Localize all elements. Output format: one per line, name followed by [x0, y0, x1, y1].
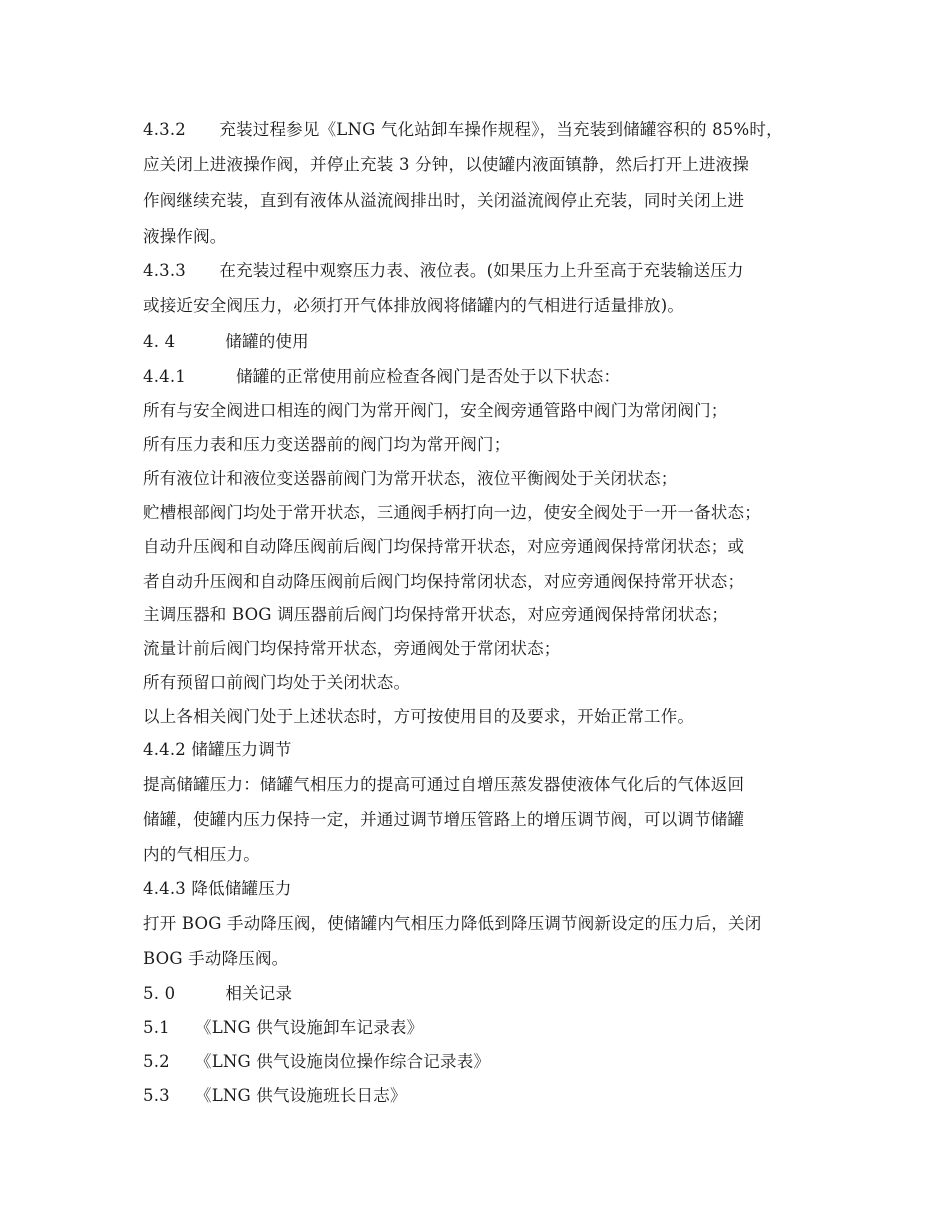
section-4-4-heading: 4. 4 储罐的使用 [143, 332, 309, 351]
section-4-4-1-heading: 4.4.1 储罐的正常使用前应检查各阀门是否处于以下状态： [143, 367, 621, 386]
section-5-0-heading: 5. 0 相关记录 [143, 984, 293, 1003]
valve-state-line-6: 者自动升压阀和自动降压阀前后阀门均保持常闭状态，对应旁通阀保持常开状态； [143, 572, 745, 591]
valve-state-line-7: 主调压器和 BOG 调压器前后阀门均保持常开状态，对应旁通阀保持常闭状态； [143, 605, 729, 624]
pressure-lower-line-1: 打开 BOG 手动降压阀，使储罐内气相压力降低到降压调节阀新设定的压力后，关闭 [143, 914, 762, 933]
valve-state-line-9: 所有预留口前阀门均处于关闭状态。 [143, 673, 411, 692]
valve-state-line-5: 自动升压阀和自动降压阀前后阀门均保持常开状态，对应旁通阀保持常闭状态；或 [143, 537, 745, 556]
valve-state-line-3: 所有液位计和液位变送器前阀门为常开状态，液位平衡阀处于关闭状态； [143, 469, 678, 488]
pressure-raise-line-3: 内的气相压力。 [143, 845, 260, 864]
valve-state-line-8: 流量计前后阀门均保持常开状态，旁通阀处于常闭状态； [143, 639, 561, 658]
section-4-4-3-heading: 4.4.3 降低储罐压力 [143, 879, 292, 898]
valve-state-line-2: 所有压力表和压力变送器前的阀门均为常开阀门； [143, 435, 511, 454]
valve-state-line-4: 贮槽根部阀门均处于常开状态，三通阀手柄打向一边，使安全阀处于一开一备状态； [143, 503, 761, 522]
section-4-3-2-line-1: 4.3.2 充装过程参见《LNG 气化站卸车操作规程》，当充装到储罐容积的 85%时， [143, 120, 783, 139]
record-5-3: 5.3 《LNG 供气设施班长日志》 [143, 1086, 407, 1105]
section-4-3-2-line-3: 作阀继续充装，直到有液体从溢流阀排出时，关闭溢流阀停止充装，同时关闭上进 [143, 191, 745, 210]
valve-state-line-1: 所有与安全阀进口相连的阀门为常开阀门，安全阀旁通管路中阀门为常闭阀门； [143, 401, 728, 420]
pressure-raise-line-1: 提高储罐压力：储罐气相压力的提高可通过自增压蒸发器使液体气化后的气体返回 [143, 775, 745, 794]
pressure-lower-line-2: BOG 手动降压阀。 [143, 949, 289, 968]
pressure-raise-line-2: 储罐，使罐内压力保持一定，并通过调节增压管路上的增压调节阀，可以调节储罐 [143, 810, 745, 829]
section-4-3-2-line-4: 液操作阀。 [143, 227, 227, 246]
valve-state-summary: 以上各相关阀门处于上述状态时，方可按使用目的及要求，开始正常工作。 [143, 707, 695, 726]
record-5-2: 5.2 《LNG 供气设施岗位操作综合记录表》 [143, 1052, 491, 1071]
section-4-3-3-line-1: 4.3.3 在充装过程中观察压力表、液位表。(如果压力上升至高于充装输送压力 [143, 261, 744, 280]
section-4-3-2-line-2: 应关闭上进液操作阀，并停止充装 3 分钟，以使罐内液面镇静，然后打开上进液操 [143, 155, 750, 174]
record-5-1: 5.1 《LNG 供气设施卸车记录表》 [143, 1018, 424, 1037]
section-4-3-3-line-2: 或接近安全阀压力，必须打开气体排放阀将储罐内的气相进行适量排放)。 [143, 296, 685, 315]
section-4-4-2-heading: 4.4.2 储罐压力调节 [143, 740, 292, 759]
